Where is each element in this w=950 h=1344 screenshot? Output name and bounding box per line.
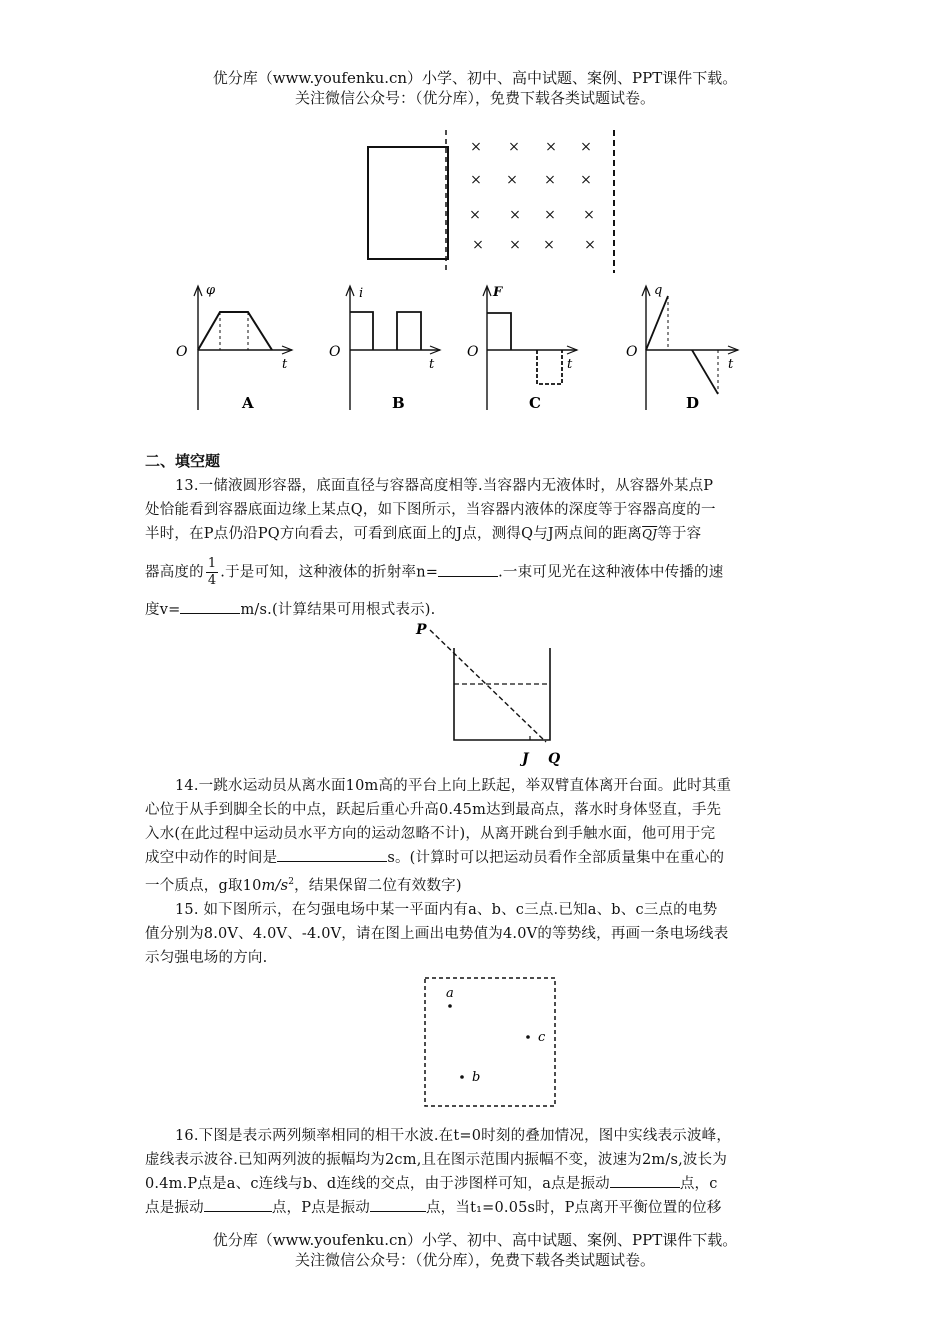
- graph-b-pulse-2: [397, 312, 421, 350]
- q16-line-3: 0.4m.P点是a、c连线与b、d连线的交点，由于涉图样可知，a点是振动 点，c: [145, 1172, 810, 1196]
- svg-text:×: ×: [544, 207, 556, 223]
- point-c-label: c: [538, 1030, 546, 1045]
- graph-b-ylabel: i: [359, 286, 364, 301]
- graph-d: [620, 280, 745, 415]
- graph-b-caption: B: [392, 394, 405, 412]
- graph-d-xlabel: t: [728, 357, 734, 372]
- svg-text:×: ×: [508, 139, 520, 155]
- graph-c-ylabel: F: [493, 285, 503, 300]
- graph-d-caption: D: [686, 394, 700, 412]
- answer-blank-point-p[interactable]: [370, 1197, 426, 1212]
- q14-line-4: 成空中动作的时间是 s。(计算时可以把运动员看作全部质量集中在重心的: [145, 846, 810, 870]
- sight-line-pq: [430, 630, 546, 742]
- q15-line-2: 值分别为8.0V、4.0V、-4.0V，请在图上画出电势值为4.0V的等势线，再画一条电场线表: [145, 926, 729, 942]
- graph-c-xlabel: t: [567, 357, 573, 372]
- svg-text:×: ×: [580, 139, 592, 155]
- answer-blank-point-a[interactable]: [610, 1173, 680, 1188]
- graph-d-rise: [646, 296, 668, 350]
- svg-text:×: ×: [583, 207, 595, 223]
- point-p-label: P: [416, 622, 427, 638]
- conducting-loop: [368, 147, 448, 259]
- q14-line-3: 入水(在此过程中运动员水平方向的运动忽略不计)，从离开跳台到手触水面，他可用于完: [145, 826, 716, 842]
- graph-a-origin: O: [176, 344, 188, 360]
- graph-b-xlabel: t: [429, 357, 435, 372]
- svg-text:×: ×: [506, 172, 518, 188]
- graph-b-origin: O: [329, 344, 341, 360]
- point-j-label: J: [522, 751, 529, 767]
- section-title: 二、填空题: [145, 452, 221, 470]
- point-c: [526, 1035, 530, 1039]
- svg-text:×: ×: [543, 237, 555, 253]
- graph-a-caption: A: [242, 394, 254, 412]
- graph-d-origin: O: [626, 344, 638, 360]
- svg-text:×: ×: [470, 139, 482, 155]
- graph-d-ylabel: q: [654, 283, 663, 298]
- point-q-label: Q: [548, 751, 561, 767]
- container-walls: [454, 648, 550, 740]
- svg-text:×: ×: [470, 172, 482, 188]
- answer-blank-point-c[interactable]: [204, 1197, 272, 1212]
- answer-blank-refraction-index[interactable]: [438, 562, 498, 577]
- graph-b: [325, 280, 450, 415]
- svg-text:×: ×: [509, 237, 521, 253]
- q14-line-2: 心位于从手到脚全长的中点，跃起后重心升高0.45m达到最高点，落水时身体竖直，手先: [145, 802, 722, 818]
- q16-line-1: 16.下图是表示两列频率相同的相干水波.在t=0时刻的叠加情况，图中实线表示波峰，: [175, 1128, 732, 1144]
- graph-c: [465, 280, 590, 415]
- graph-a-curve: [198, 312, 272, 350]
- field-cross-marks: [469, 139, 596, 253]
- graph-c-caption: C: [529, 394, 541, 412]
- svg-text:×: ×: [544, 172, 556, 188]
- point-b: [460, 1075, 464, 1079]
- field-region-border: [425, 978, 555, 1106]
- q14-line-5: 一个质点，g取$10m/s^2$，结果保留二位有效数字): [145, 877, 462, 894]
- graph-c-negative-pulse: [537, 350, 562, 384]
- q13-line-3: 半时，在P点仍沿PQ方向看去，可看到底面上的J点，测得Q与J两点间的距离$\overline{QJ}$等于容: [145, 526, 702, 542]
- q16-line-4: 点是振动 点，P点是振动 点，当t₁=0.05s时，P点离开平衡位置的位移: [145, 1196, 810, 1220]
- svg-text:×: ×: [545, 139, 557, 155]
- electric-field-figure[interactable]: [420, 975, 560, 1110]
- graph-c-origin: O: [467, 344, 479, 360]
- q14-line-1: 14.一跳水运动员从离水面10m高的平台上向上跃起，举双臂直体离开台面。此时其重: [175, 778, 732, 794]
- svg-text:×: ×: [509, 207, 521, 223]
- graph-d-fall: [692, 350, 718, 394]
- footer-line-1: 优分库（www.youfenku.cn）小学、初中、高中试题、案例、PPT课件下载。: [212, 1231, 738, 1249]
- graph-c-positive-pulse: [487, 313, 511, 350]
- fraction-one-quarter: $\frac{1}{4}$: [207, 556, 217, 588]
- point-b-label: b: [472, 1070, 481, 1085]
- svg-text:×: ×: [469, 207, 481, 223]
- header-line-2: 关注微信公众号：（优分库），免费下载各类试题试卷。: [294, 89, 655, 107]
- q13-line-1: 13.一储液圆形容器，底面直径与容器高度相等.当容器内无液体时，从容器外某点P: [175, 478, 714, 494]
- q16-line-2: 虚线表示波谷.已知两列波的振幅均为2cm,且在图示范围内振幅不变，波速为2m/s,波长为: [145, 1152, 728, 1168]
- svg-text:×: ×: [580, 172, 592, 188]
- q15-line-1: 15. 如下图所示，在匀强电场中某一平面内有a、b、c三点.已知a、b、c三点的电势: [175, 902, 718, 918]
- graph-a-ylabel: φ: [206, 283, 216, 298]
- q13-line-2: 处恰能看到容器底面边缘上某点Q，如下图所示，当容器内液体的深度等于容器高度的一: [145, 502, 716, 518]
- loop-field-figure: [360, 125, 640, 275]
- graph-a: [170, 280, 300, 415]
- svg-text:×: ×: [584, 237, 596, 253]
- answer-blank-speed[interactable]: [180, 599, 240, 614]
- graph-a-xlabel: t: [282, 357, 288, 372]
- q13-line-5: 度v= m/s.(计算结果可用根式表示).: [145, 598, 810, 622]
- q15-line-3: 示匀强电场的方向.: [145, 950, 268, 966]
- footer-line-2: 关注微信公众号：（优分库），免费下载各类试题试卷。: [294, 1251, 655, 1269]
- graph-b-pulse-1: [350, 312, 373, 350]
- point-a-label: a: [446, 986, 454, 1001]
- header-line-1: 优分库（www.youfenku.cn）小学、初中、高中试题、案例、PPT课件下载。: [212, 69, 738, 87]
- svg-text:×: ×: [472, 237, 484, 253]
- q13-line-4: 器高度的 $\frac{1}{4}$ .于是可知，这种液体的折射率n= .一束可见光在这种液体中传播的速: [145, 556, 724, 588]
- point-a: [448, 1004, 452, 1008]
- container-figure: [410, 618, 580, 768]
- answer-blank-time[interactable]: [277, 847, 387, 862]
- qj-overline: $\overline{QJ}$: [642, 527, 658, 541]
